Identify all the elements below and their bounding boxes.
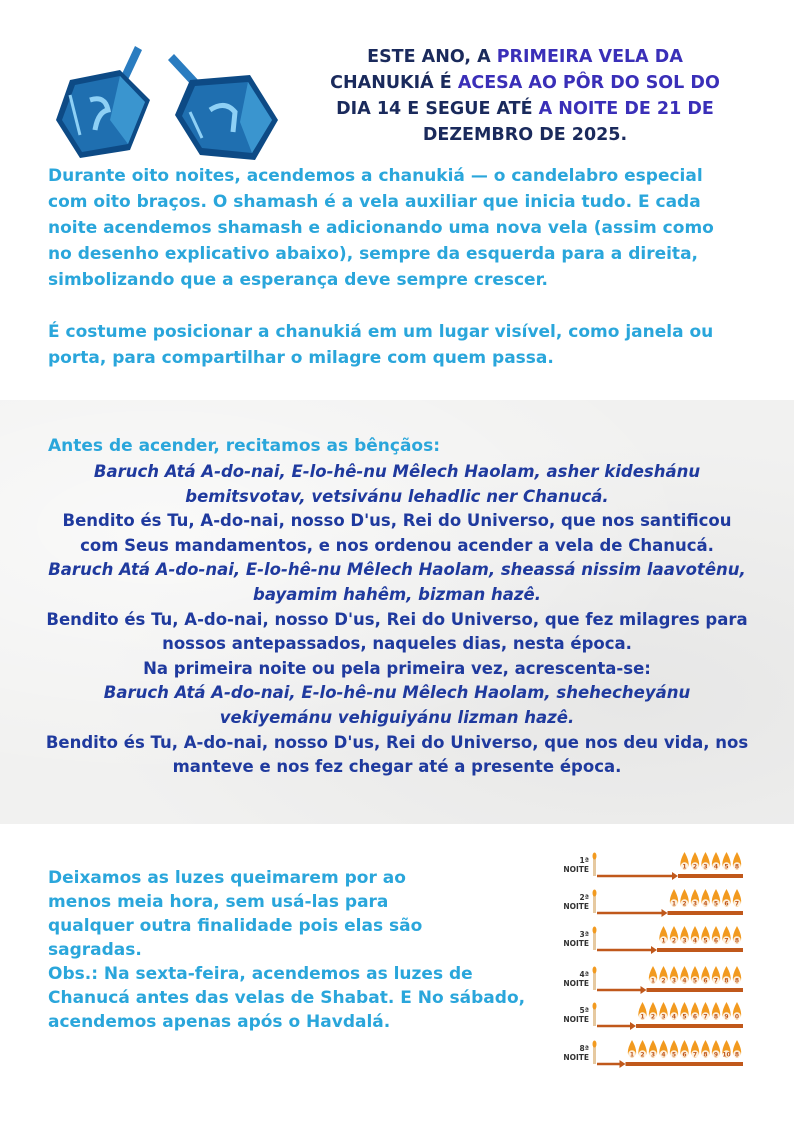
candle-base [636,1024,743,1028]
candle-number: 8 [734,1051,740,1059]
candle-number: 2 [692,863,698,871]
intro-paragraph-2: É costume posicionar a chanukiá em um lugar visível, como janela ou porta, para compartilhar o milagre com quem passa. [48,322,714,368]
diagram-row-label [556,930,589,948]
night-number: 1ª [579,856,589,865]
candle-number: 1 [671,900,677,908]
diagram-row [556,966,746,996]
arrow-head [672,872,678,880]
blessing-3-translation: Bendito és Tu, A-do-nai, nosso D'us, Rei do Universo, que nos deu vida, nos manteve e nos fez chegar até a presente época. [45,732,749,777]
candle-number: 3 [671,977,677,985]
candle-number: 5 [713,900,719,908]
candle-number: 7 [703,1013,708,1021]
night-word: NOITE [563,865,589,874]
candle-number: 2 [682,900,687,908]
diagram-row-graphic [591,966,746,996]
candle-number: 8 [703,1051,708,1059]
shamash-candle [593,932,596,950]
diagram-row-graphic [591,1002,746,1032]
dreidel-right-icon [168,54,278,160]
arrow-head [630,1022,636,1030]
candle-number: 4 [661,1051,666,1059]
night-word: NOITE [563,979,589,988]
diagram-row-graphic [591,1040,746,1070]
candle-number: 6 [682,1051,687,1059]
closing-paragraph-2: Obs.: Na sexta-feira, acendemos as luzes de Chanucá antes das velas de Shabat. E No sábado, acendemos apenas após o Havdalá. [48,964,526,1032]
candle-number: 6 [724,900,729,908]
dreidels-illustration [50,40,290,165]
night-number: 5ª [579,1006,589,1015]
candle-number: 1 [650,977,656,985]
first-night-note: Na primeira noite ou pela primeira vez, acrescenta-se: [143,658,651,678]
shamash-flame [593,1041,597,1048]
candle-base [668,911,744,915]
shamash-flame [593,927,597,934]
candle-number: 2 [661,977,666,985]
candle-number: 3 [650,1051,656,1059]
headline [300,44,750,148]
candle-number: 7 [734,900,740,908]
headline-line4: DEZEMBRO DE 2025. [422,125,628,145]
shamash-candle [593,858,596,876]
blessings-section [45,460,749,780]
candle-number: 7 [713,977,719,985]
candle-number: 5 [703,937,708,945]
night-word: NOITE [563,1053,589,1062]
candle-number: 5 [724,863,729,871]
shamash-candle [593,972,596,990]
candle-number: 7 [692,1051,698,1059]
blessing-2-hebrew: Baruch Atá A-do-nai, E-lo-hê-nu Mêlech Haolam, sheassá nissim laavotênu, bayamim hahêm, bizman hazê. [48,560,746,604]
diagram-row [556,926,746,956]
candle-diagram [556,842,746,1072]
candle-number: 2 [671,937,677,945]
diagram-row-graphic [591,852,746,882]
shamash-flame [593,1003,597,1010]
diagram-row-graphic [591,926,746,956]
intro-section [48,163,738,397]
night-word: NOITE [563,902,589,911]
night-number: 8ª [579,1044,589,1053]
closing-paragraph-1: Deixamos as luzes queimarem por ao menos meia hora, sem usá-las para qualquer outra finalidade pois elas são sagradas. [48,868,423,960]
diagram-row [556,852,746,882]
candle-number: 9 [713,1051,719,1059]
candle-number: 1 [661,937,666,945]
candle-number: 8 [724,977,729,985]
night-number: 2ª [579,893,589,902]
shamash-candle [593,1008,596,1026]
candle-number: 5 [682,1013,687,1021]
candle-number: 8 [734,863,740,871]
arrow-head [651,946,657,954]
blessing-1-hebrew: Baruch Atá A-do-nai, E-lo-hê-nu Mêlech Haolam, asher kideshánu bemitsvotav, vetsivánu lehadlic ner Chanucá. [93,462,701,506]
candle-number: 2 [650,1013,656,1021]
headline-line2-a: CHANUKIÁ É [330,73,458,93]
arrow-head [620,1060,626,1068]
headline-line2-b: ACESA AO PÔR DO SOL DO [457,73,720,93]
diagram-row-label [556,1006,589,1024]
candle-base [678,874,743,878]
candle-base [657,948,743,952]
candle-number: 5 [671,1051,677,1059]
candle-number: 6 [703,977,708,985]
candle-number: 2 [640,1051,645,1059]
candle-base [647,988,744,992]
night-number: 4ª [579,970,589,979]
candle-number: 6 [692,1013,698,1021]
diagram-row-label [556,1044,589,1062]
candle-number: 3 [682,937,687,945]
diagram-row-label [556,856,589,874]
candle-number: 6 [713,937,719,945]
shamash-candle [593,895,596,913]
candle-number: 4 [671,1013,677,1021]
candle-number: 8 [734,977,740,985]
candle-number: 4 [703,900,708,908]
shamash-flame [593,853,597,860]
diagram-row [556,1002,746,1032]
intro-paragraph-1: Durante oito noites, acendemos a chanukiá — o candelabro especial com oito braços. O shamash é a vela auxiliar que inicia tudo. E cada noite acendemos shamash e adicionando uma nova vela (assim como no desenho explicativo abaixo), sempre da esquerda para a direita, simbolizando que a esperança deve sempre crescer. [48,166,714,290]
candle-number: 3 [661,1013,666,1021]
headline-line3-a: DIA 14 E SEGUE ATÉ [336,99,539,119]
night-word: NOITE [563,1015,589,1024]
candle-number: 9 [724,1013,729,1021]
candle-number: 10 [722,1051,731,1059]
candle-number: 5 [692,977,698,985]
closing-section [48,866,538,1034]
blessing-1-translation: Bendito és Tu, A-do-nai, nosso D'us, Rei do Universo, que nos santificou com Seus mandamentos, e nos ordenou acender a vela de Chanucá. [62,511,732,555]
candle-number: 3 [703,863,708,871]
candle-number: 1 [629,1051,635,1059]
diagram-row-graphic [591,889,746,919]
blessing-2-translation: Bendito és Tu, A-do-nai, nosso D'us, Rei do Universo, que fez milagres para nossos antepassados, naqueles dias, nesta época. [46,609,748,654]
candle-base [626,1062,744,1066]
candle-number: 8 [713,1013,719,1021]
diagram-row [556,1040,746,1070]
candle-number: 1 [682,863,687,871]
candle-number: 7 [724,937,729,945]
arrow-head [641,986,647,994]
candle-number: 4 [713,863,719,871]
diagram-row-label [556,893,589,911]
night-word: NOITE [563,939,589,948]
candle-number: 4 [692,937,698,945]
headline-line1-b: PRIMEIRA VELA DA [496,47,683,67]
dreidel-left-icon [56,46,150,158]
candle-number: 3 [692,900,698,908]
blessing-3-hebrew: Baruch Atá A-do-nai, E-lo-hê-nu Mêlech Haolam, shehecheyánu vekiyemánu vehiguiyánu lizman hazê. [103,683,691,727]
blessings-intro: Antes de acender, recitamos as bênçãos: [48,436,441,456]
night-number: 3ª [579,930,589,939]
candle-number: 0 [734,1013,740,1021]
candle-number: 1 [640,1013,645,1021]
diagram-row-label [556,970,589,988]
shamash-candle [593,1046,596,1064]
diagram-row [556,889,746,919]
shamash-flame [593,967,597,974]
headline-line3-b: A NOITE DE 21 DE [538,99,714,119]
candle-number: 8 [734,937,740,945]
candle-number: 4 [682,977,687,985]
shamash-flame [593,890,597,897]
arrow-head [662,909,668,917]
headline-line1-a: ESTE ANO, A [367,47,497,67]
